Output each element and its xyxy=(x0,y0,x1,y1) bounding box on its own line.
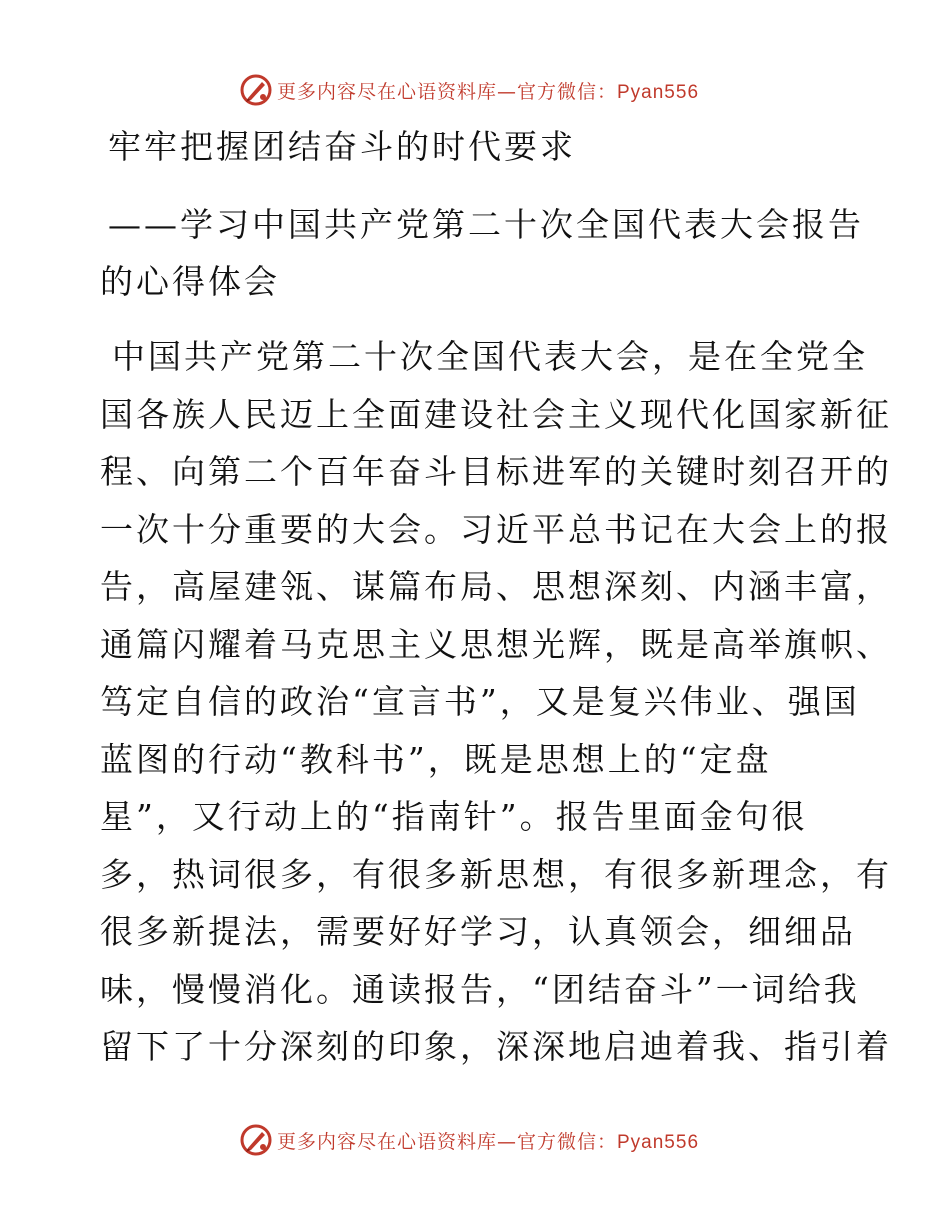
watermark-account: Pyan556 xyxy=(617,81,700,103)
watermark-label: 更多内容尽在心语资料库—官方微信： xyxy=(276,80,617,103)
paragraph-line: 程、向第二个百年奋斗目标进军的关键时刻召开的 xyxy=(100,452,892,491)
pen-logo-icon xyxy=(239,73,273,107)
header-watermark xyxy=(0,70,950,110)
watermark-label: 更多内容尽在心语资料库—官方微信： xyxy=(276,1130,617,1153)
paragraph-line: 国各族人民迈上全面建设社会主义现代化国家新征 xyxy=(100,394,892,434)
paragraph-line: 一次十分重要的大会。习近平总书记在大会上的报 xyxy=(100,509,892,549)
paragraph-line: 笃定自信的政治“宣言书”，又是复兴伟业、强国 xyxy=(100,682,860,721)
subtitle-line: ——学习中国共产党第二十次全国代表大会报告 xyxy=(108,205,864,244)
watermark-account: Pyan556 xyxy=(617,1131,700,1153)
paragraph-line: 中国共产党第二十次全国代表大会，是在全党全 xyxy=(112,337,868,376)
paragraph-line: 很多新提法，需要好好学习，认真领会，细细品 xyxy=(100,912,856,951)
paragraph-line: 蓝图的行动“教科书”，既是思想上的“定盘 xyxy=(100,739,772,779)
document-title: 牢牢把握团结奋斗的时代要求 xyxy=(108,127,576,166)
paragraph-line: 告，高屋建瓴、谋篇布局、思想深刻、内涵丰富， xyxy=(100,567,892,606)
body-paragraph xyxy=(100,328,892,1076)
watermark-text xyxy=(277,1127,699,1154)
paragraph-line: 味，慢慢消化。通读报告，“团结奋斗”一词给我 xyxy=(100,969,860,1009)
paragraph-line: 多，热词很多，有很多新思想，有很多新理念，有 xyxy=(100,854,892,894)
paragraph-line: 星”，又行动上的“指南针”。报告里面金句很 xyxy=(100,797,808,836)
footer-watermark xyxy=(0,1120,950,1160)
subtitle-line: 的心得体会 xyxy=(100,262,280,301)
pen-logo-icon xyxy=(239,1123,273,1157)
paragraph-line: 通篇闪耀着马克思主义思想光辉，既是高举旗帜、 xyxy=(100,624,892,664)
watermark-text xyxy=(277,77,699,104)
paragraph-line: 留下了十分深刻的印象，深深地启迪着我、指引着 xyxy=(100,1027,892,1066)
document-subtitle xyxy=(100,196,864,310)
